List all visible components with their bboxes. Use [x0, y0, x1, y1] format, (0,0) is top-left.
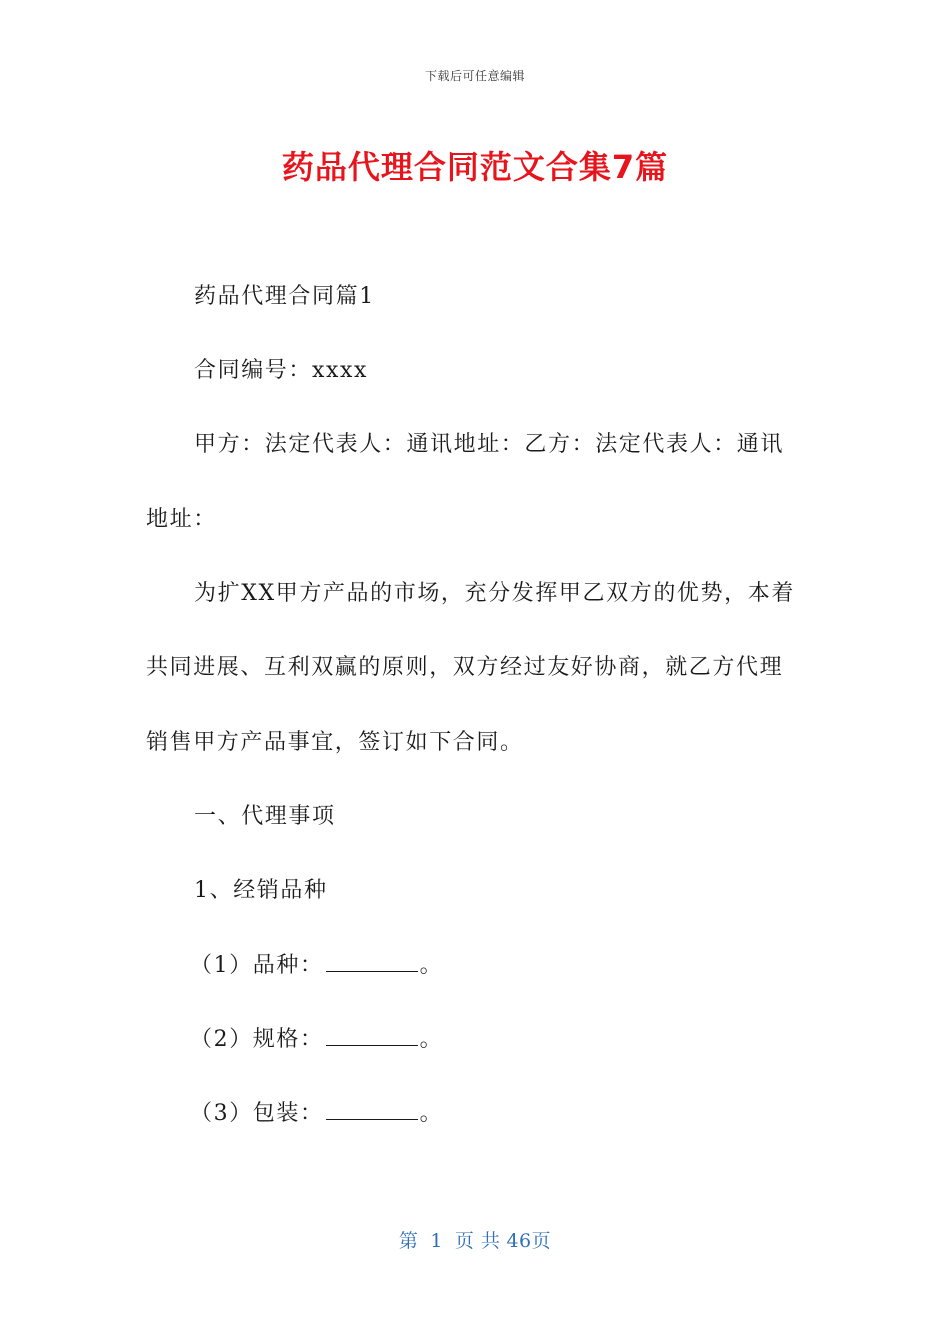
field-suffix: 。	[419, 1027, 444, 1052]
footer-suffix: 页	[531, 1230, 552, 1252]
header-note: 下载后可任意编辑	[424, 69, 525, 83]
field-label: （1）品种：	[190, 953, 324, 978]
footer-mid: 页 共	[454, 1230, 501, 1252]
paragraph-line: 甲方：法定代表人：通讯地址：乙方：法定代表人：通讯	[194, 432, 785, 457]
section-heading: 药品代理合同篇1	[194, 284, 375, 309]
paragraph-line: 地址：	[146, 507, 217, 532]
total-pages: 46	[506, 1230, 532, 1252]
field-label: （2）规格：	[190, 1027, 324, 1052]
paragraph-line: 为扩XX甲方产品的市场，充分发挥甲乙双方的优势，本着	[194, 581, 795, 606]
sub-clause-heading: 1、经销品种	[194, 878, 328, 903]
blank-line	[326, 1025, 418, 1046]
field-suffix: 。	[419, 1101, 444, 1126]
page-number: 1	[430, 1230, 443, 1252]
field-label: （3）包装：	[190, 1101, 324, 1126]
paragraph-line: 共同进展、互利双赢的原则，双方经过友好协商，就乙方代理	[146, 655, 784, 680]
blank-line	[326, 951, 418, 972]
blank-line	[326, 1099, 418, 1120]
footer-prefix: 第	[398, 1230, 419, 1252]
document-title: 药品代理合同范文合集7篇	[281, 148, 669, 186]
field-suffix: 。	[419, 953, 444, 978]
form-field-variety	[190, 951, 443, 981]
clause-heading: 一、代理事项	[194, 804, 336, 829]
form-field-packaging	[190, 1099, 443, 1129]
paragraph-line: 销售甲方产品事宜，签订如下合同。	[146, 730, 524, 755]
page-footer	[0, 1226, 950, 1253]
contract-number: 合同编号：xxxx	[194, 358, 369, 383]
form-field-specification	[190, 1025, 443, 1055]
